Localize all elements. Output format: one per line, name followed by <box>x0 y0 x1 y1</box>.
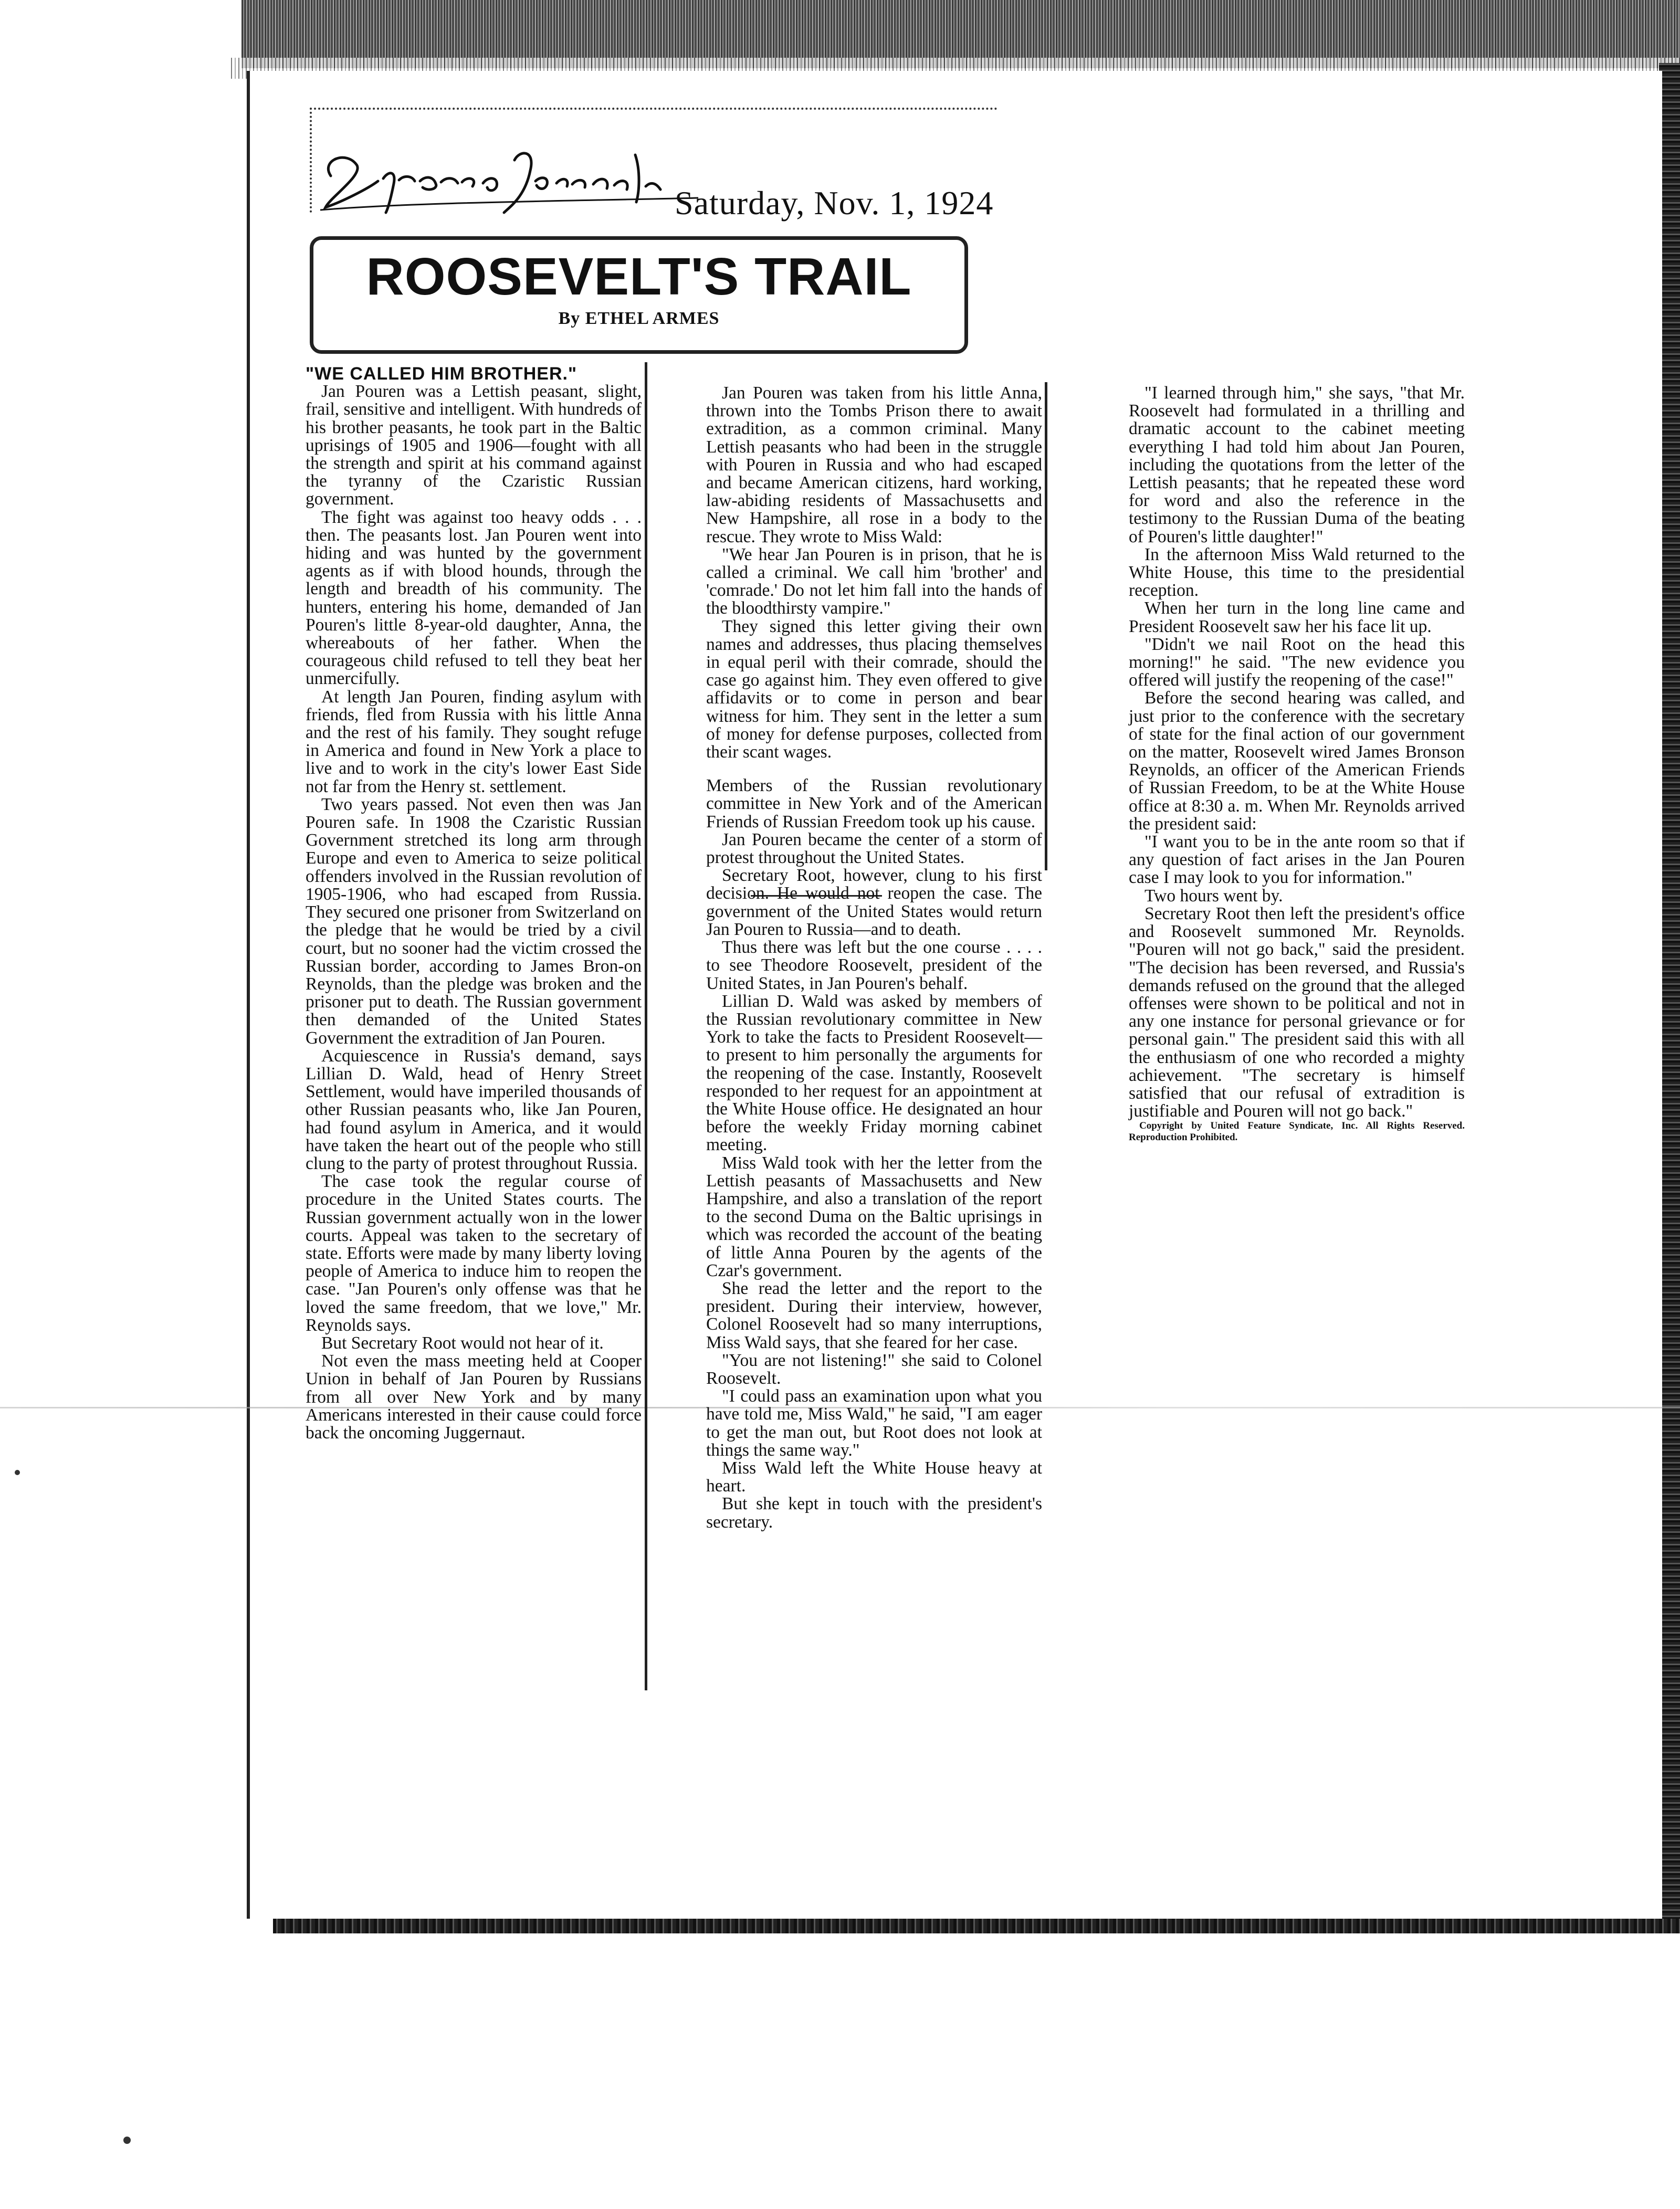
scan-border-right <box>1659 63 1680 1932</box>
paragraph: Lillian D. Wald was asked by members of the Russian revolutionary committee in New York to take the facts to President Roosevelt—to present to him personally the arguments for the reopening of the case. Instantly, Roosevelt responded to her request for an appointment at the White House office. He designated an hour before the weekly Friday morning cabinet meeting. <box>706 991 1042 1155</box>
paragraph: Before the second hearing was called, and just prior to the conference with the secretary of state for the final action of our government on the matter, Roosevelt wired James Bronson Reynolds, an officer of the American Friends of Russian Freedom, to be at the White House office at 8:30 a. m. When Mr. Reynolds arrived the president said: <box>1129 688 1465 834</box>
section-heading: "WE CALLED HIM BROTHER." <box>306 364 578 384</box>
article-column-2 <box>706 384 1042 1531</box>
paragraph: Miss Wald took with her the letter from the Lettish peasants of Massachusetts and New Hampshire, and also a translation of the report to the second Duma on the Baltic uprisings in which was recorded the account of the beating of little Anna Pouren by the agents of the Czar's government. <box>706 1153 1042 1280</box>
paragraph: Miss Wald left the White House heavy at heart. <box>706 1458 1042 1496</box>
column2-rule-right <box>1045 382 1047 870</box>
paragraph: Members of the Russian revolutionary committee in New York and of the American Friends of Russian Freedom took up his cause. <box>706 776 1042 832</box>
paragraph: Jan Pouren was taken from his little Anna, thrown into the Tombs Prison there to await extradition, as a common criminal. Many Lettish peasants who had been in the struggle with Pouren in Russia and who had escaped and became American citizens, hard working, law-abiding residents of Massachusetts and New Hampshire, all rose in a body to the rescue. They wrote to Miss Wald: <box>706 383 1042 546</box>
paragraph: They signed this letter giving their own names and addresses, thus placing themselves in equal peril with their comrade, should the case go against him. They even offered to give affidavits or to come in person and bear witness for him. They sent in the letter a sum of money for defense purposes, collected from their scant wages. <box>706 616 1042 762</box>
handwritten-signature <box>310 139 709 218</box>
copyright-notice: Copyright by United Feature Syndicate, Inc. All Rights Reserved. Reproduction Prohibited. <box>1129 1120 1465 1143</box>
paragraph: But Secretary Root would not hear of it. <box>321 1333 604 1353</box>
paragraph: Thus there was left but the one course . . . . to see Theodore Roosevelt, president of the United States, in Jan Pouren's behalf. <box>706 938 1042 993</box>
paragraph: The fight was against too heavy odds . . . then. The peasants lost. Jan Pouren went into hiding and was hunted by the government agents as if with blood hounds, through the length and breadth of his community. The hunters, entering his home, demanded of Jan Pouren's little 8-year-old daughter, Anna, the whereabouts of her father. When the courageous child refused to tell they beat her unmercifully. <box>306 507 642 689</box>
paragraph: Jan Pouren became the center of a storm of protest throughout the United States. <box>706 829 1042 868</box>
scan-border-bottom <box>273 1919 1680 1933</box>
article-byline: By ETHEL ARMES <box>558 309 720 328</box>
article-title: ROOSEVELT'S TRAIL <box>366 247 912 306</box>
paragraph: "I learned through him," she says, "that Mr. Roosevelt had formulated in a thrilling and dramatic account to the cabinet meeting everything I had told him about Jan Pouren, including the quotations from the letter of the Lettish peasants; that he repeated these word for word and also the reference in the testimony to the Russian Duma of the beating of Pouren's little daughter!" <box>1129 383 1465 546</box>
paragraph: "I could pass an examination upon what you have told me, Miss Wald," he said, "I am eager to get the man out, but Root does not look at things the same way." <box>706 1386 1042 1460</box>
paragraph: "Didn't we nail Root on the head this morning!" he said. "The new evidence you offered will justify the reopening of the case!" <box>1129 634 1465 690</box>
scan-speck <box>123 2137 131 2144</box>
paragraph: Two hours went by. <box>1144 886 1283 906</box>
paragraph: At length Jan Pouren, finding asylum with friends, fled from Russia with his little Anna and the rest of his family. They sought refuge in America and found in New York a place to live and to work in the city's lower East Side not far from the Henry st. settlement. <box>306 687 642 796</box>
paragraph: In the afternoon Miss Wald returned to the White House, this time to the presidential reception. <box>1129 544 1465 601</box>
paragraph: Acquiescence in Russia's demand, says Lillian D. Wald, head of Henry Street Settlement, would have imperiled thousands of other Russian peasants who, like Jan Pouren, had found asylum in America, and it would have taken the heart out of the people who still clung to the party of protest throughout Russia. <box>306 1046 642 1173</box>
dotted-frame-top <box>310 108 998 112</box>
paragraph: But she kept in touch with the president's secretary. <box>706 1494 1042 1532</box>
publication-date: Saturday, Nov. 1, 1924 <box>675 184 994 222</box>
scan-speck <box>15 1470 20 1475</box>
paragraph: "You are not listening!" she said to Colonel Roosevelt. <box>706 1350 1042 1388</box>
column1-rule-right <box>645 362 647 1690</box>
paragraph: "I want you to be in the ante room so that if any question of fact arises in the Jan Pouren case I may look to you for information." <box>1129 832 1465 888</box>
paragraph: Not even the mass meeting held at Cooper Union in behalf of Jan Pouren by Russians from all over New York and by many Americans interested in their cause could force back the oncoming Juggernaut. <box>306 1351 642 1443</box>
paragraph: Jan Pouren was a Lettish peasant, slight, frail, sensitive and intelligent. With hundreds of his brother peasants, he took part in the Baltic uprisings of 1905 and 1906—fought with all the strength and spirit at his command against the tyranny of the Czaristic Russian government. <box>306 382 642 509</box>
paragraph: Secretary Root then left the president's office and Roosevelt summoned Mr. Reynolds. "Pouren will not go back," said the president. "The decision has been reversed, and Russia's demands refused on the ground that the alleged offenses were shown to be political and not in any one instance for personal grievance or for personal gain." The president said this with all the enthusiasm of one who recorded a mighty achievement. "The secretary is himself satisfied that our refusal of extradition is justifiable and Pouren will not go back." <box>1129 903 1465 1121</box>
paragraph: The case took the regular course of procedure in the United States courts. The Russian government actually won in the lower courts. Appeal was taken to the secretary of state. Efforts were made by many liberty loving people of America to induce him to reopen the case. "Jan Pouren's only offense was that he loved the same freedom, that we love," Mr. Reynolds says. <box>306 1172 642 1335</box>
column-break-space <box>706 761 1042 777</box>
paragraph: She read the letter and the report to the president. During their interview, however, Colonel Roosevelt had so many interruptions, Miss Wald says, that she feared for her case. <box>706 1278 1042 1352</box>
paragraph: When her turn in the long line came and President Roosevelt saw her his face lit up. <box>1129 598 1465 636</box>
paragraph: "We hear Jan Pouren is in prison, that he is called a criminal. We call him 'brother' and 'comrade.' Do not let him fall into the hands of the bloodthirsty vampire." <box>706 544 1042 618</box>
article-column-1 <box>306 365 642 1442</box>
article-column-3 <box>1129 384 1465 1143</box>
paragraph: Secretary Root, however, clung to his first decision. He would not reopen the case. The government of the United States would return Jan Pouren to Russia—and to death. <box>706 866 1042 939</box>
paragraph: Two years passed. Not even then was Jan Pouren safe. In 1908 the Czaristic Russian Government stretched its long arm through Europe and even to America to seize political offenders involved in the Russian revolution of 1905-1906, who had escaped from Russia. They secured one prisoner from Switzerland on the pledge that he would be tried by a civil court, but no sooner had the victim crossed the Russian border, according to James Bron-on Reynolds, than the pledge was broken and the prisoner put to death. The Russian government then demanded of the United States Government the extradition of Jan Pouren. <box>306 794 642 1048</box>
